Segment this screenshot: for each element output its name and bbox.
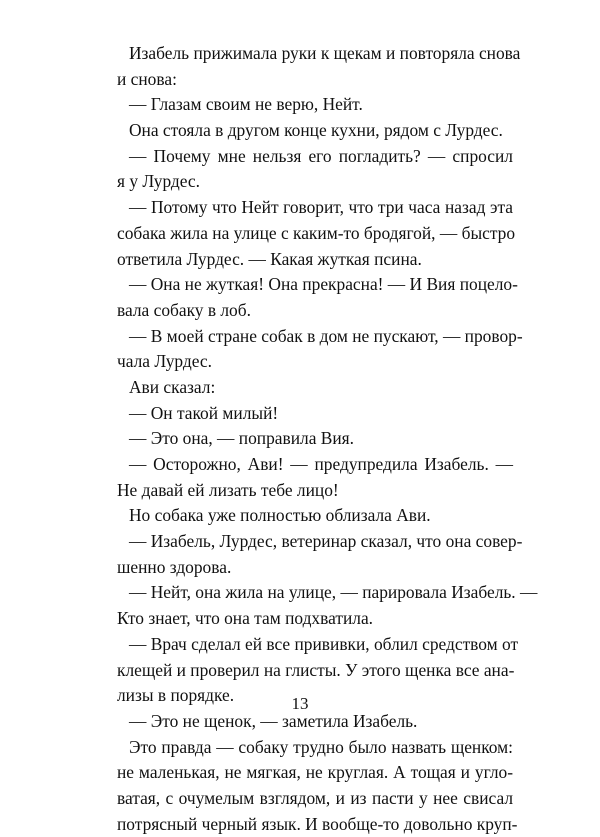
text-line: собака жила на улице с каким-то бродягой, — быстро: [117, 222, 516, 243]
text-line: — Глазам своим не верю, Нейт.: [129, 94, 363, 115]
text-line: Но собака уже полностью облизала Ави.: [129, 505, 431, 526]
text-line: — Она не жуткая! Она прекрасна! — И Вия поцело-: [129, 274, 518, 295]
text-line: Не давай ей лизать тебе лицо!: [117, 479, 339, 500]
text-line: я у Лурдес.: [117, 171, 200, 192]
text-line: ватая, с очумелым взглядом, и из пасти у нее свисал: [117, 787, 513, 808]
text-line: Она стояла в другом конце кухни, рядом с Лурдес.: [129, 120, 503, 141]
text-line: — Врач сделал ей все прививки, облил средством от: [129, 633, 519, 654]
text-line: вала собаку в лоб.: [117, 299, 251, 320]
text-line: — Осторожно, Ави! — предупредила Изабель. —: [129, 454, 513, 474]
body-text: [117, 41, 538, 837]
text-line: клещей и проверил на глисты. У этого щенка все ана-: [117, 659, 515, 680]
text-line: лизы в порядке.: [117, 685, 235, 706]
text-line: и снова:: [117, 68, 177, 89]
text-line: — Потому что Нейт говорит, что три часа назад эта: [129, 197, 513, 218]
text-line: Кто знает, что она там подхватила.: [117, 608, 374, 629]
text-line: — Это не щенок, — заметила Изабель.: [129, 710, 418, 731]
text-line: — Он такой милый!: [129, 402, 279, 423]
text-line: Это правда — собаку трудно было назвать щенком:: [129, 736, 513, 757]
text-line: шенно здорова.: [117, 556, 232, 577]
page-number: 13: [291, 694, 309, 713]
text-line: не маленькая, не мягкая, не круглая. А тощая и угло-: [117, 762, 513, 783]
text-line: потрясный черный язык. И вообще-то довольно круп-: [117, 813, 518, 834]
text-line: — Изабель, Лурдес, ветеринар сказал, что она совер-: [129, 531, 523, 552]
text-line: Изабель прижимала руки к щекам и повторяла снова: [129, 43, 521, 63]
text-line: — Нейт, она жила на улице, — парировала Изабель. —: [129, 582, 538, 603]
text-line: ответила Лурдес. — Какая жуткая псина.: [117, 248, 422, 269]
text-line: чала Лурдес.: [117, 351, 212, 372]
text-line: — Это она, — поправила Вия.: [129, 428, 355, 449]
text-line: — В моей стране собак в дом не пускают, — провор-: [129, 325, 523, 346]
text-line: — Почему мне нельзя его погладить? — спросил: [129, 145, 513, 166]
text-line: Ави сказал:: [129, 376, 216, 397]
